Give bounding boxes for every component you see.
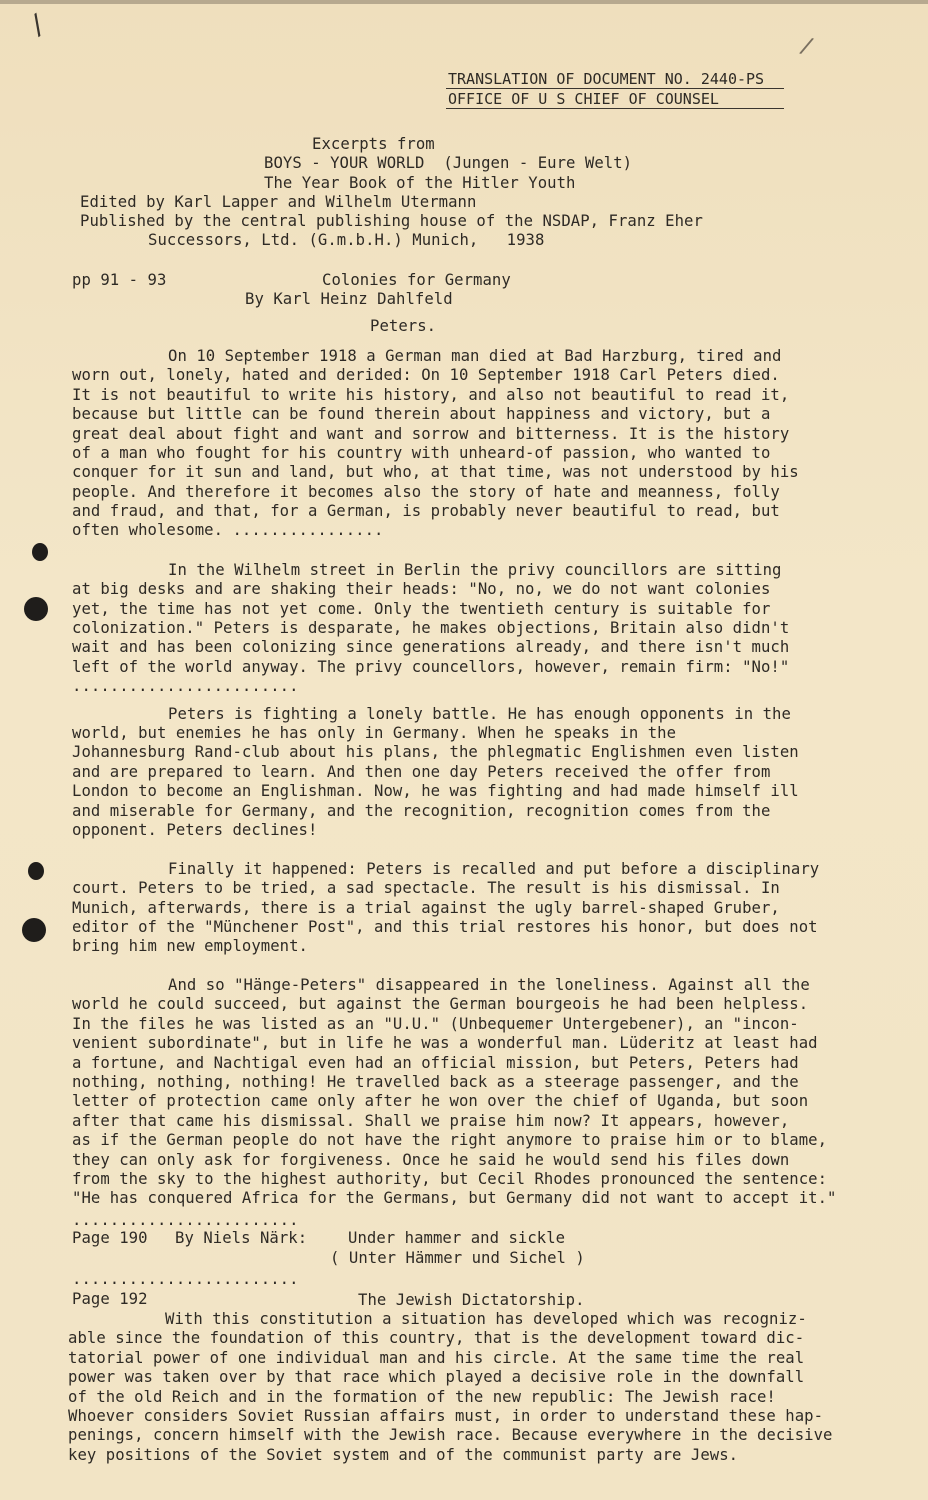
paragraph-line: London to become an Englishman. Now, he was fighting and had made himself ill bbox=[72, 782, 799, 800]
pen-mark-icon: / bbox=[22, 8, 53, 42]
paragraph-line: often wholesome. ................ bbox=[72, 521, 384, 539]
paragraph-line: worn out, lonely, hated and derided: On 10 September 1918 Carl Peters died. bbox=[72, 366, 780, 384]
page-reference: Page 192 bbox=[72, 1290, 148, 1308]
paragraph-line: able since the foundation of this country, that is the development toward dic- bbox=[68, 1329, 805, 1347]
publisher-line-2: Successors, Ltd. (G.m.b.H.) Munich, 1938 bbox=[148, 231, 545, 249]
editors-line: Edited by Karl Lapper and Wilhelm Utermann bbox=[80, 193, 477, 211]
paragraph-line: Whoever considers Soviet Russian affairs must, in order to understand these hap- bbox=[68, 1407, 824, 1425]
paragraph-line: they can only ask for forgiveness. Once he said he would send his files down bbox=[72, 1151, 790, 1169]
paragraph-line: letter of protection came only after he won over the chief of Uganda, but soon bbox=[72, 1092, 809, 1110]
section-title-german: ( Unter Hämmer und Sichel ) bbox=[330, 1249, 585, 1267]
paragraph-line: With this constitution a situation has developed which was recogniz- bbox=[165, 1310, 807, 1328]
office-header: OFFICE OF U S CHIEF OF COUNSEL bbox=[448, 90, 719, 108]
paragraph-line: "He has conquered Africa for the Germans, but Germany did not want to accept it." bbox=[72, 1189, 837, 1207]
paragraph-line: great deal about fight and want and sorrow and bitterness. It is the history bbox=[72, 425, 790, 443]
punch-hole-icon bbox=[32, 543, 48, 561]
paragraph-line: from the sky to the highest authority, but Cecil Rhodes pronounced the sentence: bbox=[72, 1170, 828, 1188]
paragraph-line: wait and has been colonizing since generations already, and there isn't much bbox=[72, 638, 790, 656]
translation-header: TRANSLATION OF DOCUMENT NO. 2440-PS bbox=[448, 70, 765, 88]
article-author: By Karl Heinz Dahlfeld bbox=[245, 290, 453, 308]
paragraph-line: bring him new employment. bbox=[72, 937, 308, 955]
paragraph-line: key positions of the Soviet system and of the communist party are Jews. bbox=[68, 1446, 739, 1464]
paragraph-line: editor of the "Münchener Post", and this trial restores his honor, but does not bbox=[72, 918, 818, 936]
paragraph-line: yet, the time has not yet come. Only the twentieth century is suitable for bbox=[72, 600, 771, 618]
dotted-separator: ........................ bbox=[72, 1211, 299, 1229]
excerpts-label: Excerpts from bbox=[312, 135, 435, 153]
paragraph-line: In the Wilhelm street in Berlin the privy councillors are sitting bbox=[168, 561, 782, 579]
paragraph-line: as if the German people do not have the right anymore to praise him or to blame, bbox=[72, 1131, 828, 1149]
paragraph-line: after that came his dismissal. Shall we praise him now? It appears, however, bbox=[72, 1112, 790, 1130]
paragraph-line: world he could succeed, but against the German bourgeois he had been helpless. bbox=[72, 995, 809, 1013]
paragraph-line: and miserable for Germany, and the recognition, recognition comes from the bbox=[72, 802, 771, 820]
paragraph-line: power was taken over by that race which played a decisive role in the downfall bbox=[68, 1368, 805, 1386]
paragraph-line: of a man who fought for his country with unheard-of passion, who wanted to bbox=[72, 444, 771, 462]
punch-hole-icon bbox=[24, 597, 48, 621]
paragraph-line: Munich, afterwards, there is a trial against the ugly barrel-shaped Gruber, bbox=[72, 899, 780, 917]
publisher-line: Published by the central publishing house of the NSDAP, Franz Eher bbox=[80, 212, 703, 230]
paragraph-line: and are prepared to learn. And then one day Peters received the offer from bbox=[72, 763, 771, 781]
book-title: BOYS - YOUR WORLD (Jungen - Eure Welt) bbox=[264, 154, 633, 172]
punch-hole-icon bbox=[28, 862, 44, 880]
paragraph-line: opponent. Peters declines! bbox=[72, 821, 318, 839]
article-title: Colonies for Germany bbox=[322, 271, 511, 289]
paragraph-line: colonization." Peters is desparate, he makes objections, Britain also didn't bbox=[72, 619, 790, 637]
paragraph-line: conquer for it sun and land, but who, at that time, was not understood by his bbox=[72, 463, 799, 481]
paragraph-line: nothing, nothing, nothing! He travelled back as a steerage passenger, and the bbox=[72, 1073, 799, 1091]
check-mark-icon: / bbox=[797, 32, 817, 61]
section-title: The Jewish Dictatorship. bbox=[358, 1291, 585, 1309]
paragraph-line: penings, concern himself with the Jewish race. Because everywhere in the decisive bbox=[68, 1426, 833, 1444]
paragraph-line: It is not beautiful to write his history, and also not beautiful to read it, bbox=[72, 386, 790, 404]
page-reference: pp 91 - 93 bbox=[72, 271, 167, 289]
paragraph-line: Finally it happened: Peters is recalled and put before a disciplinary bbox=[168, 860, 820, 878]
section-title: Under hammer and sickle bbox=[348, 1229, 566, 1247]
page-top-edge bbox=[0, 0, 928, 4]
header-underline bbox=[446, 108, 784, 109]
paragraph-line: On 10 September 1918 a German man died at Bad Harzburg, tired and bbox=[168, 347, 782, 365]
paragraph-line: Peters is fighting a lonely battle. He has enough opponents in the bbox=[168, 705, 791, 723]
paragraph-line: court. Peters to be tried, a sad spectacle. The result is his dismissal. In bbox=[72, 879, 780, 897]
paragraph-line: left of the world anyway. The privy councellors, however, remain firm: "No!" bbox=[72, 658, 790, 676]
paragraph-line: because but little can be found therein about happiness and victory, but a bbox=[72, 405, 771, 423]
paragraph-line: and fraud, and that, for a German, is probably never beautiful to read, but bbox=[72, 502, 780, 520]
punch-hole-icon bbox=[22, 918, 46, 942]
paragraph-line: tatorial power of one individual man and his circle. At the same time the real bbox=[68, 1349, 805, 1367]
paragraph-line: In the files he was listed as an "U.U." (Unbequemer Untergebener), an "incon- bbox=[72, 1015, 799, 1033]
paragraph-line: a fortune, and Nachtigal even had an official mission, but Peters, Peters had bbox=[72, 1054, 799, 1072]
paragraph-line: Johannesburg Rand-club about his plans, the phlegmatic Englishmen even listen bbox=[72, 743, 799, 761]
paragraph-line: venient subordinate", but in life he was a wonderful man. Lüderitz at least had bbox=[72, 1034, 818, 1052]
dotted-separator: ........................ bbox=[72, 1270, 299, 1288]
paragraph-line: world, but enemies he has only in Germany. When he speaks in the bbox=[72, 724, 677, 742]
paragraph-line: at big desks and are shaking their heads: "No, no, we do not want colonies bbox=[72, 580, 771, 598]
section-author: By Niels Närk: bbox=[175, 1229, 308, 1247]
paragraph-line: of the old Reich and in the formation of the new republic: The Jewish race! bbox=[68, 1388, 776, 1406]
dotted-separator: ........................ bbox=[72, 677, 299, 695]
header-underline bbox=[446, 88, 784, 89]
paragraph-line: people. And therefore it becomes also the story of hate and meanness, folly bbox=[72, 483, 780, 501]
book-subtitle: The Year Book of the Hitler Youth bbox=[264, 174, 576, 192]
paragraph-line: And so "Hänge-Peters" disappeared in the loneliness. Against all the bbox=[168, 976, 810, 994]
page-reference: Page 190 bbox=[72, 1229, 148, 1247]
article-subtitle: Peters. bbox=[370, 317, 437, 335]
